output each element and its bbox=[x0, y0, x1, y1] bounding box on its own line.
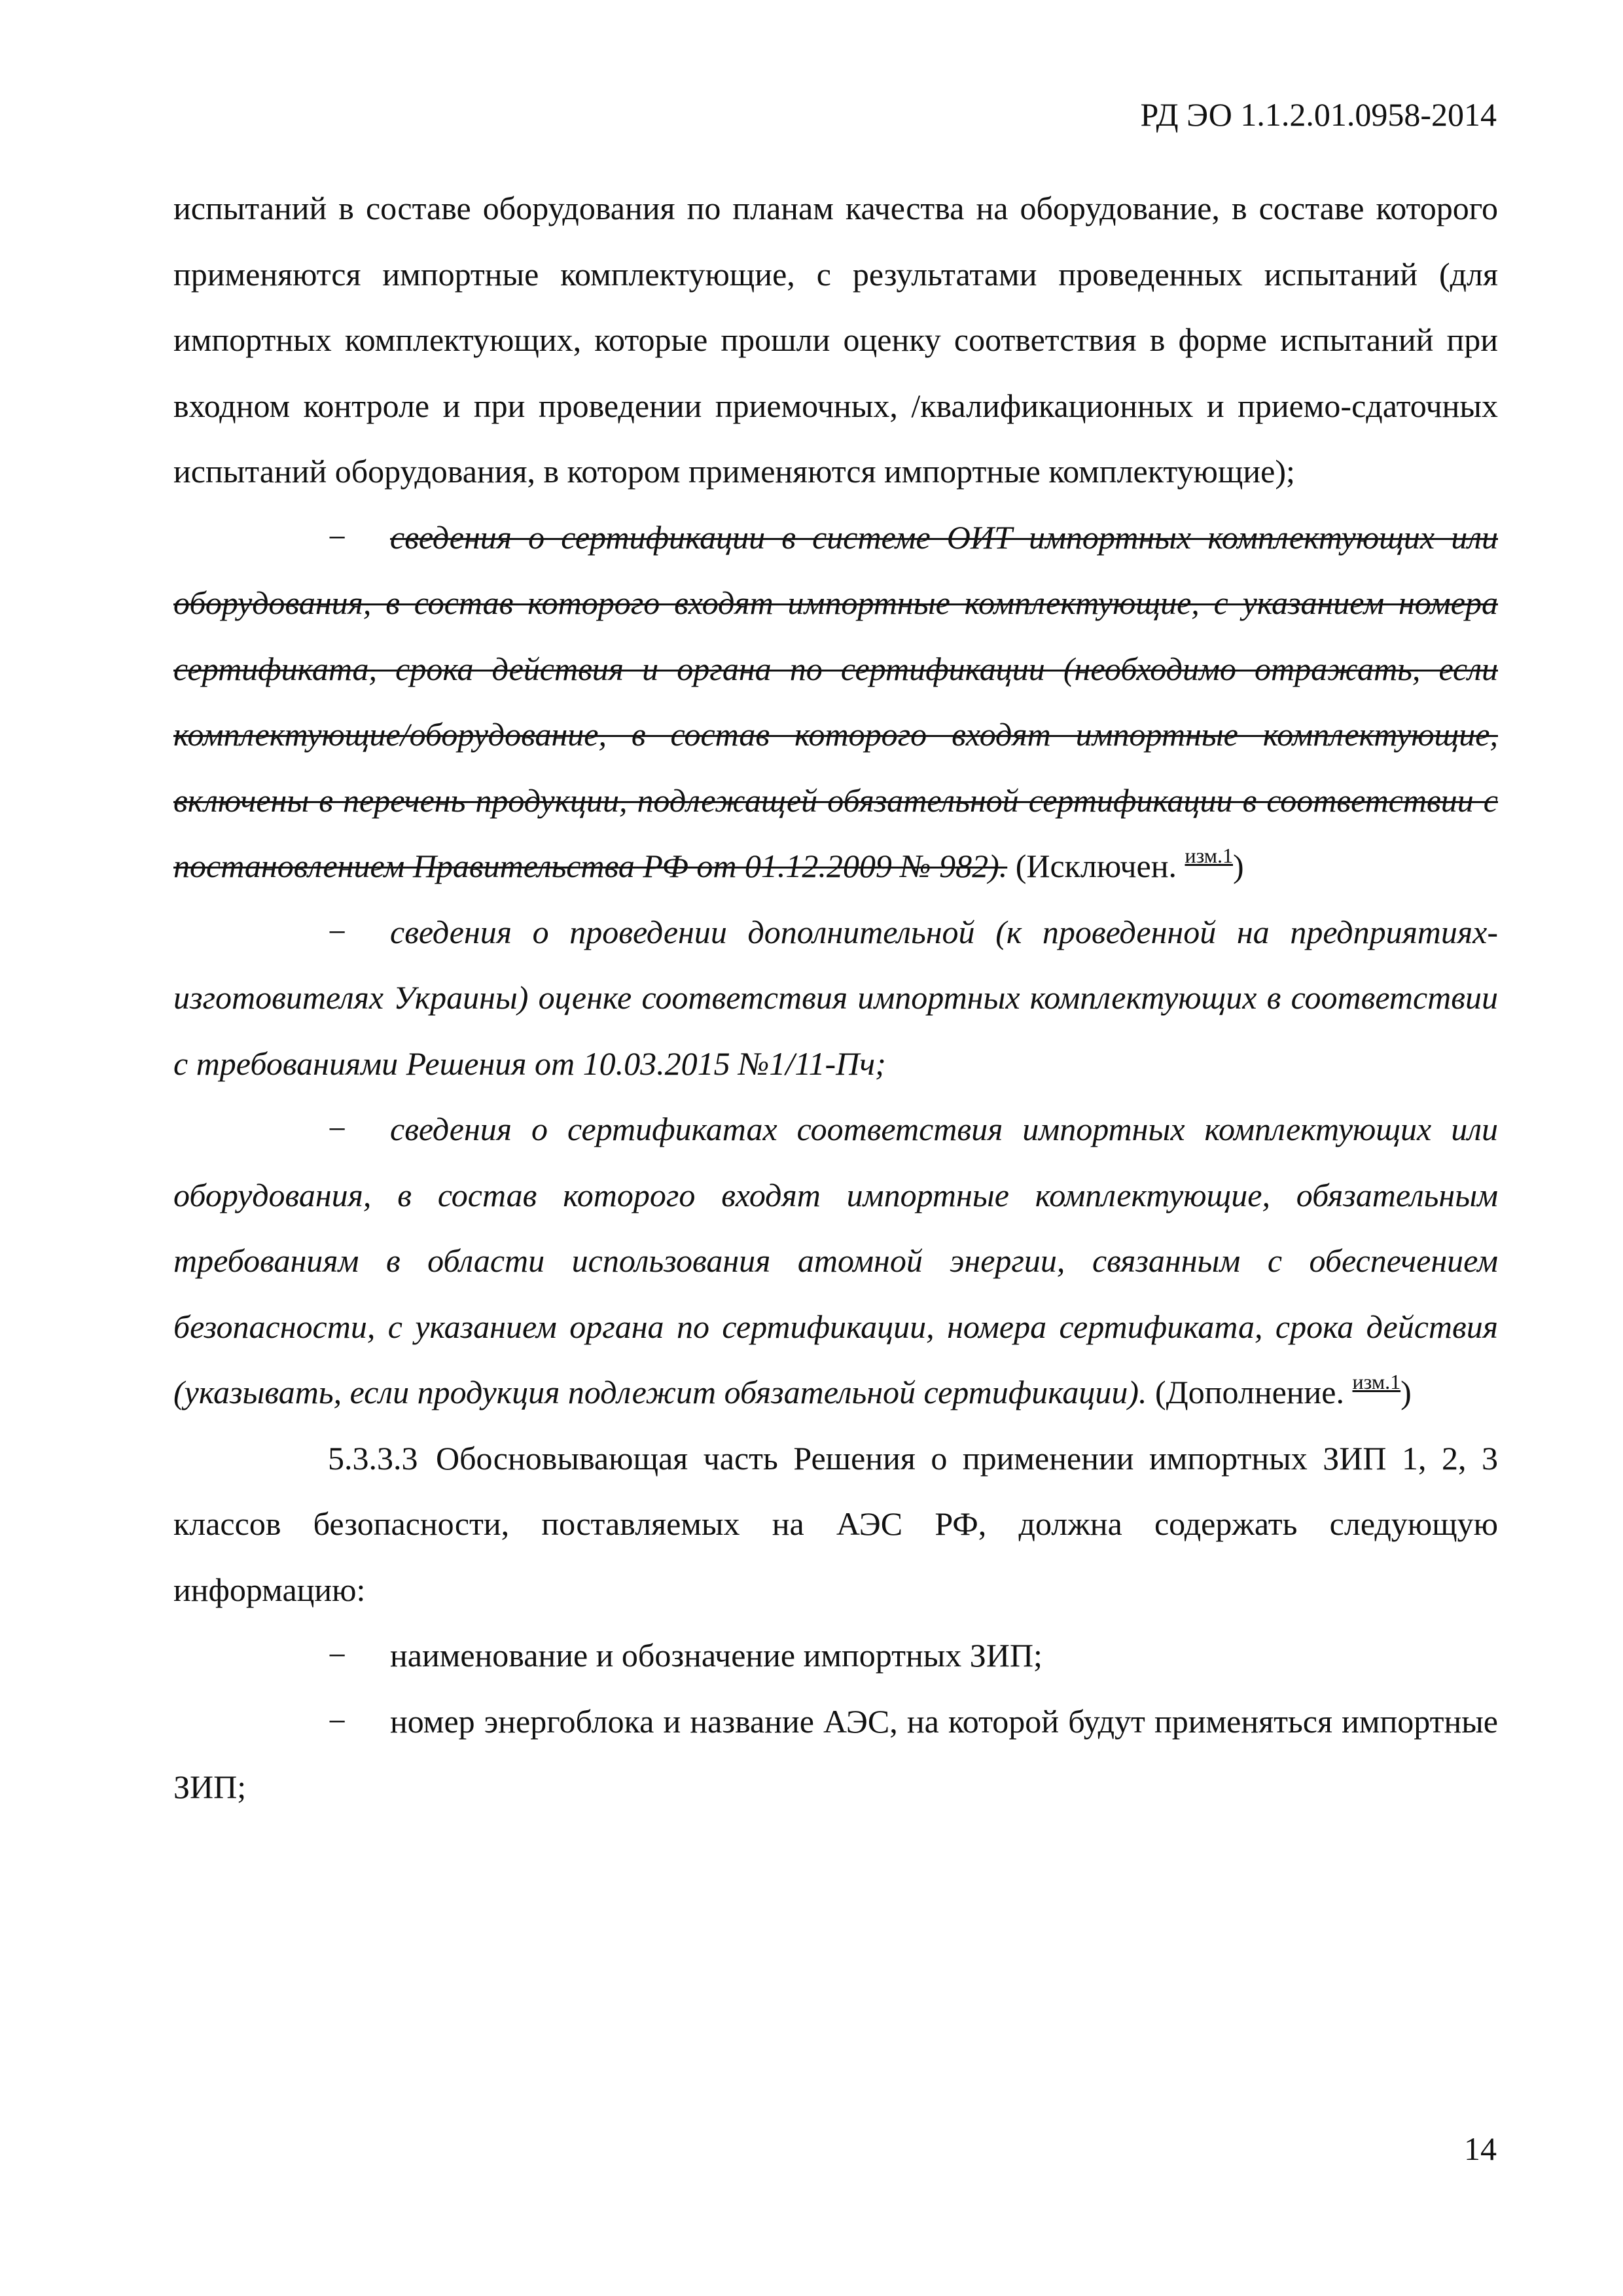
list-item-text: сведения о проведении дополнительной (к проведенной на предприятиях-изготовителях Украины) оценке соответствия импортных комплектующих в соответствии с требованиями Решения от 10.03.2015 №1/11-Пч; bbox=[173, 913, 1498, 1082]
document-code: РД ЭО 1.1.2.01.0958-2014 bbox=[1140, 96, 1497, 133]
clause-text: Обосновывающая часть Решения о применении импортных ЗИП 1, 2, 3 классов безопасности, поставляемых на АЭС РФ, должна содержать следующую информацию: bbox=[173, 1439, 1498, 1608]
list-item-text: наименование и обозначение импортных ЗИП; bbox=[390, 1637, 1043, 1674]
paragraph-continuation: испытаний в составе оборудования по планам качества на оборудование, в составе которого применяются импортные комплектующие, с результатами проведенных испытаний (для импортных комплектующих, которые прошли оценку соответствия в форме испытаний при входном контроле и при проведении приемочных, /квалификационных и приемо-сдаточных испытаний оборудования, в котором применяются импортные комплектующие); bbox=[173, 190, 1498, 490]
clause-number: 5.3.3.3 bbox=[328, 1439, 418, 1477]
amendment-note: (Исключен. bbox=[1007, 848, 1185, 884]
list-item-excluded bbox=[173, 505, 1498, 899]
list-item-text: сведения о сертификатах соответствия импортных комплектующих или оборудования, в состав которого входят импортные комплектующие, обязательным требованиям в области использования атомной энергии, связанным с обеспечением безопасности, с указанием органа по сертификации, номера сертификата, срока действия (указывать, если продукция подлежит обязательной сертификации). bbox=[173, 1111, 1498, 1410]
amendment-close: ) bbox=[1233, 848, 1244, 884]
list-item-certificates bbox=[173, 1096, 1498, 1426]
list-item-spares-name bbox=[173, 1623, 1498, 1689]
list-item-additional-assessment bbox=[173, 899, 1498, 1097]
amendment-close: ) bbox=[1400, 1374, 1412, 1410]
list-dash: − bbox=[328, 518, 347, 556]
amendment-ref: изм.1 bbox=[1185, 844, 1234, 867]
list-dash: − bbox=[328, 1702, 347, 1740]
list-dash: − bbox=[328, 913, 347, 950]
clause-5-3-3-3 bbox=[173, 1426, 1498, 1623]
list-dash: − bbox=[328, 1111, 347, 1147]
list-item-text: номер энергоблока и название АЭС, на которой будут применяться импортные ЗИП; bbox=[173, 1702, 1498, 1805]
page-number: 14 bbox=[1464, 2130, 1497, 2167]
document-body bbox=[173, 175, 1498, 1820]
struck-text: сведения о сертификации в системе ОИТ импортных комплектующих или оборудования, в состав которого входят импортные комплектующие, с указанием номера сертификата, срока действия и органа по сертификации (необходимо отражать, если комплектующие/оборудование, в состав которого входят импортные комплектующие, включены в перечень продукции, подлежащей обязательной сертификации в соответствии с постановлением Правительства РФ от 01.12.2009 № 982). bbox=[173, 518, 1498, 884]
list-item-power-unit bbox=[173, 1689, 1498, 1820]
amendment-note: (Дополнение. bbox=[1147, 1374, 1353, 1410]
list-dash: − bbox=[328, 1637, 347, 1674]
amendment-ref: изм.1 bbox=[1352, 1370, 1401, 1393]
